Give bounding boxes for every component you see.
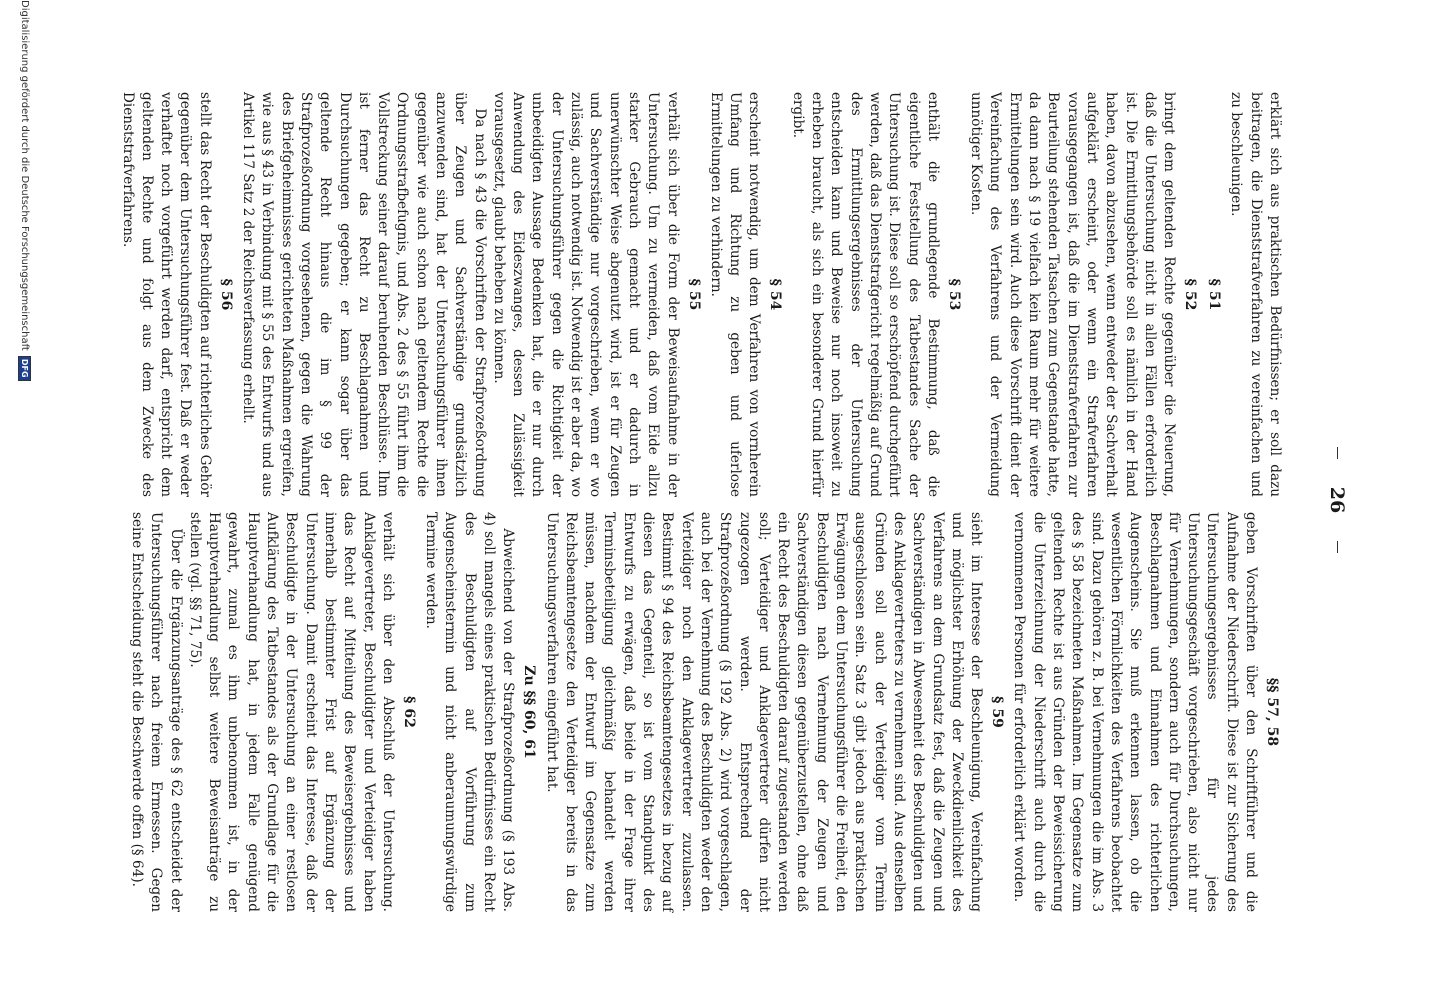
section-heading: § 55 [685,278,702,311]
page-number-dash-left [1337,447,1338,459]
paragraph: verhält sich über die Form der Beweisaufnahme in der Untersuchung. Um zu vermeiden, daß vom Eide allzu starker Gebrauch gemacht und er dadurch in unerwünschter Weise abgenutzt wird, ist er für Zeugen und Sachverständige nur vorgeschrieben, wenn er wo zulässig, auch notwendig ist. Notwendig ist er aber da, wo der Untersuchungsführer gegen die Richtigkeit der unbeeidigten Aussage Bedenken hat, die er nur durch Anwendung des Eideszwanges, dessen Zulässigkeit vorausgesetzt, glaubt beheben zu können. [490,92,681,497]
section-heading: § 51 [1206,278,1223,311]
section-heading: § 53 [945,278,962,311]
page-number-dash-right [1337,541,1338,553]
section-heading: § 54 [767,278,784,311]
dfg-logo: DFG [18,356,31,381]
paragraph: verhält sich über den Abschluß der Untersuchung. Anklagevertreter, Beschuldigter und Verteidiger haben das Recht auf Mitteilung des Beweisergebnisses und innerhalb bestimmter Frist auf Ergänzung der Untersuchung. Damit erscheint das Interesse, daß der Beschuldigte in der Untersuchung an einer restlosen Aufklärung des Tatbestandes als der Grundlage für die Hauptverhandlung hat, in jedem Falle genügend gewahrt, zumal es ihm unbenommen ist, in der Hauptverhandlung selbst weitere Beweisanträge zu stellen (vgl. §§ 71, 75). [186,512,396,912]
paragraph: stellt das Recht der Beschuldigten auf richterliches Gehör gegenüber dem Untersuchungsführer fest. Daß er weder verhaftet noch vorgeführt werden darf, entspricht dem geltenden Rechte und folgt aus dem Zwecke des Dienststrafverfahrens. [119,92,213,497]
page-number: 26 [1326,486,1348,514]
paragraph: enthält die grundlegende Bestimmung, daß die eigentliche Feststellung des Tatbestandes Sache der Untersuchung ist. Diese soll so erschöpfend durchgeführt werden, daß das Dienststrafgericht regelmäßig auf Grund des Ermittlungsergebnisses der Untersuchung entscheiden kann und Beweise nur noch insoweit zu erheben braucht, als sich ein besonderer Grund hierfür ergibt. [789,92,941,497]
paragraph: sieht im Interesse der Beschleunigung, Vereinfachung und möglichster Erhöhung der Zweckdienlichkeit des Verfahrens an dem Grundsatz fest, daß die Zeugen und Sachverständigen in Abwesenheit des Beschuldigten und des Anklagevertreters zu vernehmen sind. Aus denselben Gründen soll auch der Verteidiger vom Termin ausgeschlossen sein. Satz 3 gibt jedoch aus praktischen Erwägungen dem Untersuchungsführer die Freiheit, den Beschuldigten nach Vernehmung der Zeugen und Sachverständigen diesen gegenüberzustellen, ohne daß ein Recht des Beschuldigten darauf zugestanden werden soll; Verteidiger und Anklagevertreter dürfen nicht zugezogen werden. Entsprechend der Strafprozeßordnung (§ 192 Abs. 2) wird vorgeschlagen, auch bei der Vernehmung des Beschuldigten weder den Verteidiger noch den Anklagevertreter zuzulassen. Bestimmt § 94 des Reichsbeamtengesetzes in bezug auf diesen das Gegenteil, so ist vom Standpunkt des Entwurfs zu erwägen, daß beide in der Frage ihrer Terminsbeteiligung gleichmäßig behandelt werden müssen, nachdem der Entwurf im Gegensatze zum Reichsbeamtengesetze den Verteidiger bereits in das Untersuchungsverfahren eingeführt hat. [543,512,985,912]
paragraph: erklärt sich aus praktischen Bedürfnissen; er soll dazu beitragen, die Dienststrafverfahren zu vereinfachen und zu beschleunigen. [1228,92,1283,497]
paragraph: Über die Ergänzungsanträge des § 62 entscheidet der Untersuchungsführer nach freiem Ermessen. Gegen seine Entscheidung steht die Beschwerde offen (§ 64). [128,512,184,912]
section-heading: § 56 [217,278,234,311]
section-heading: § 52 [1182,278,1199,311]
paragraph: geben Vorschriften über den Schriftführer und die Aufnahme der Niederschrift. Diese ist zur Sicherung des Untersuchungsergebnisses für jedes Untersuchungsgeschäft vorgeschrieben, also nicht nur für Vernehmungen, sondern auch für Durchsuchungen, Beschlagnahmen und Einnahmen des richterlichen Augenscheins. Sie muß erkennen lassen, ob die wesentlichen Förmlichkeiten des Verfahrens beobachtet sind. Dazu gehören z. B. bei Vernehmungen die im Abs. 3 des § 58 bezeichneten Maßnahmen. Im Gegensatze zum geltenden Rechte ist aus Gründen der Beweissicherung die Unterzeichnung der Niederschrift auch durch die vernommenen Personen für erforderlich erklärt worden. [1011,512,1259,912]
footer-credit [18,0,31,381]
left-column [117,92,1284,497]
paragraph: erscheint notwendig, um dem Verfahren von vornherein Umfang und Richtung zu geben und uferlose Ermittelungen zu verhindern. [707,92,763,497]
section-heading: § 59 [989,696,1006,728]
section-heading: § 62 [400,696,417,728]
footer-text: Digitalisierung gefördert durch die Deutsche Forschungsgemeinschaft [19,0,30,351]
right-column [127,512,1284,912]
paragraph: bringt dem geltenden Rechte gegenüber die Neuerung, daß die Untersuchung nicht in allen Fällen erforderlich ist. Die Ermittlungsbehörde soll es nämlich in der Hand haben, davon abzusehen, wenn entweder der Sachverhalt aufgeklärt erscheint, oder wenn ein Strafverfahren vorausgegangen ist, daß die im Dienststrafverfahren zur Beurteilung stehenden Tatsachen zum Gegenstande hatte, da dann nach § 19 vielfach kein Raum mehr für weitere Ermittelungen sein wird. Auch diese Vorschrift dient der Vereinfachung des Verfahrens und der Vermeidung unnötiger Kosten. [968,92,1178,497]
paragraph: Da nach § 43 die Vorschriften der Strafprozeßordnung über Zeugen und Sachverständige grundsätzlich anzuwenden sind, hat der Untersuchungsführer ihnen gegenüber wie auch schon nach geltendem Rechte die Ordnungsstrafbefugnis, und Abs. 2 des § 55 führt ihm die Vollstreckung seiner darauf beruhenden Beschlüsse. Ihm ist ferner das Recht zu Beschlagnahmen und Durchsuchungen gegeben; er kann sogar über das geltende Recht hinaus die im § 99 der Strafprozeßordnung vorgesehenen, gegen die Wahrung des Briefgeheimnisses gerichteten Maßnahmen ergreifen, wie aus § 43 in Verbindung mit § 55 des Entwurfs und aus Artikel 117 Satz 2 der Reichsverfassung erhellt. [240,92,488,497]
section-heading: §§ 57, 58 [1264,677,1280,747]
paragraph: Abweichend von der Strafprozeßordnung (§ 193 Abs. 4) soll mangels eines praktischen Bedürfnisses ein Recht des Beschuldigten auf Vorführung zum Augenscheinstermin und nicht anberaumungswürdige Termine werden. [423,512,517,912]
section-heading: Zu §§ 60, 61 [521,665,538,759]
